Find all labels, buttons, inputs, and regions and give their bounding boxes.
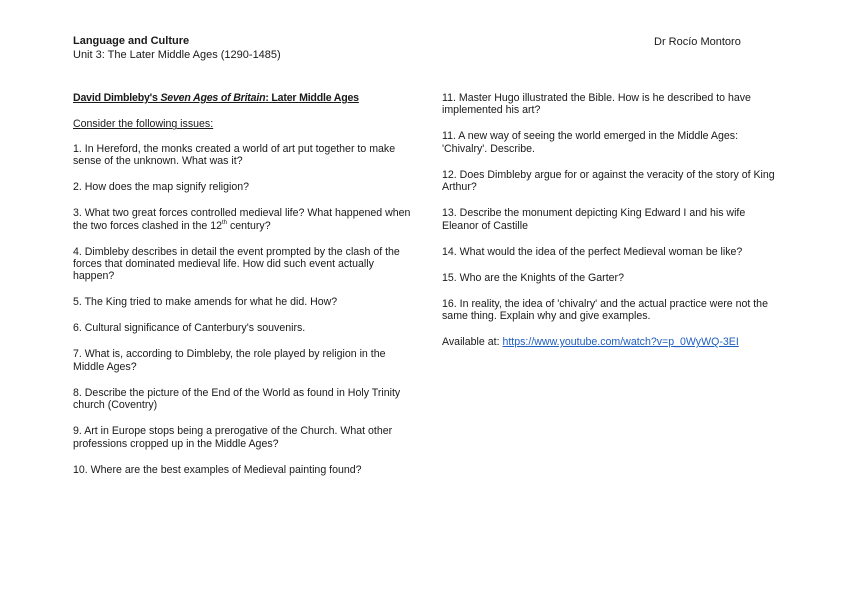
header-author: Dr Rocío Montoro [654, 36, 741, 48]
question-7: 7. What is, according to Dimbleby, the role played by religion in the Middle Ages? [73, 348, 386, 373]
question-4: 4. Dimbleby describes in detail the event prompted by the clash of the forces that dominated medieval life. How did such event actually happen? [73, 245, 400, 283]
question-9: 9. Art in Europe stops being a prerogative of the Church. What other professions cropped up in the Middle Ages? [73, 425, 393, 450]
document-title: David Dimbleby's Seven Ages of Britain: Later Middle Ages [73, 92, 359, 104]
question-5: 5. The King tried to make amends for what he did. How? [73, 296, 338, 309]
question-15: 15. Who are the Knights of the Garter? [442, 271, 624, 284]
question-12: 12. Does Dimbleby argue for or against the veracity of the story of King Arthur? [442, 168, 775, 194]
question-11b: 11. A new way of seeing the world emerged in the Middle Ages: 'Chivalry'. Describe. [442, 130, 739, 155]
question-11a: 11. Master Hugo illustrated the Bible. How is he described to have implemented his art? [442, 92, 751, 117]
question-14: 14. What would the idea of the perfect Medieval woman be like? [442, 245, 743, 258]
superscript-th: th [222, 219, 228, 226]
consider-heading: Consider the following issues: [73, 118, 214, 131]
left-column [73, 92, 413, 490]
question-10: 10. Where are the best examples of Medieval painting found? [73, 463, 362, 476]
header-unit: Unit 3: The Later Middle Ages (1290-1485) [73, 49, 281, 61]
header-title: Language and Culture [73, 35, 190, 47]
right-column [442, 92, 777, 362]
question-1: 1. In Hereford, the monks created a world of art put together to make sense of the unknown. What was it? [73, 142, 396, 168]
question-16: 16. In reality, the idea of 'chivalry' and the actual practice were not the same thing. Explain why and give examples. [442, 297, 768, 323]
question-6: 6. Cultural significance of Canterbury's souvenirs. [73, 322, 306, 335]
question-3: 3. What two great forces controlled medieval life? What happened when the two forces clashed in the 12th century? [73, 207, 411, 232]
question-8: 8. Describe the picture of the End of the World as found in Holy Trinity church (Coventry) [73, 386, 401, 412]
question-13: 13. Describe the monument depicting King Edward I and his wife Eleanor of Castille [442, 207, 746, 232]
youtube-link[interactable]: https://www.youtube.com/watch?v=p_0WyWQ-3EI [502, 336, 739, 349]
available-at: Available at: https://www.youtube.com/watch?v=p_0WyWQ-3EI [442, 336, 739, 349]
question-2: 2. How does the map signify religion? [73, 181, 250, 194]
